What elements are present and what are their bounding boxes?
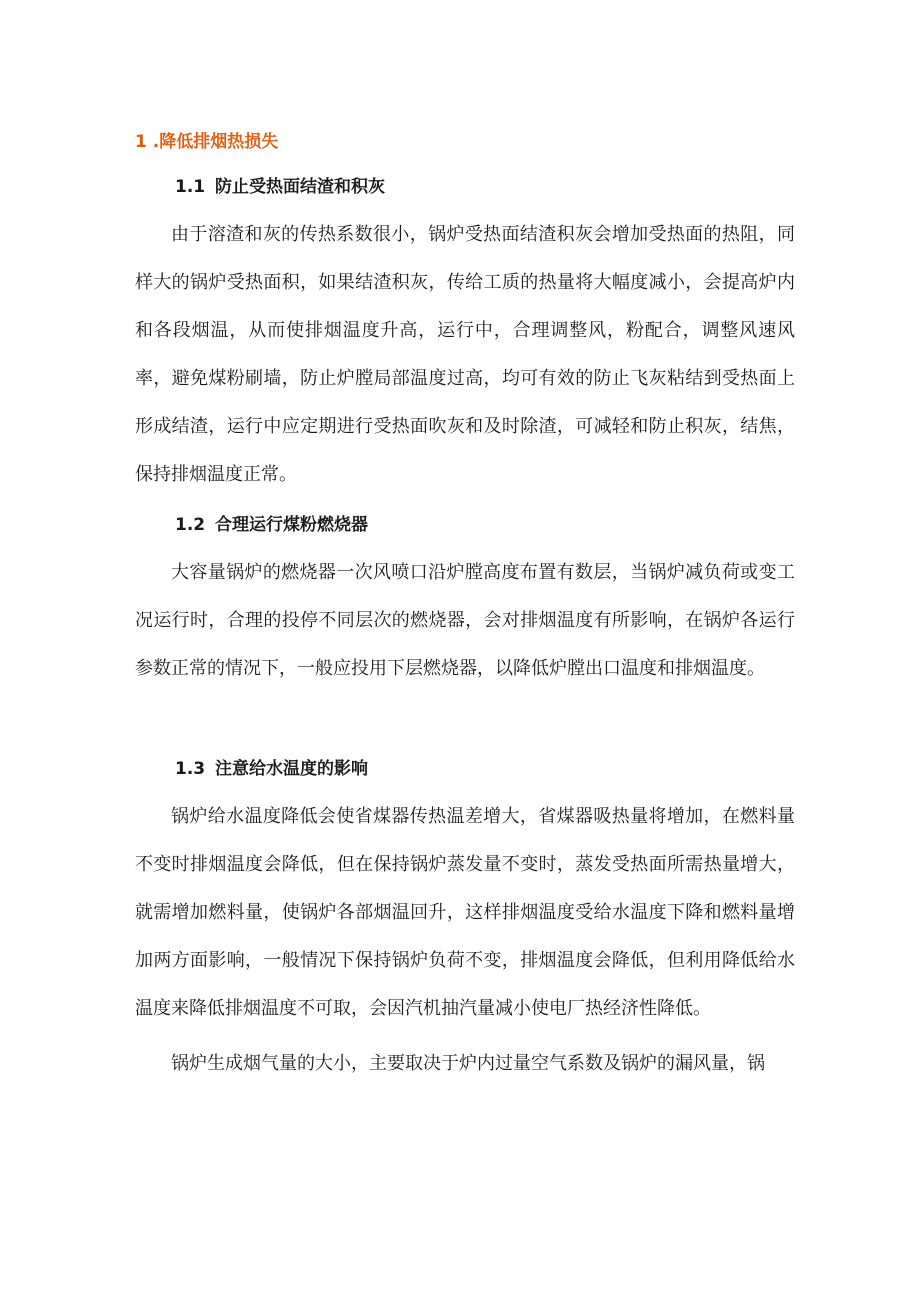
subsection-heading-1-3 [175,757,368,781]
section-heading: 1 .降低排烟热损失 [135,132,279,152]
subsection-title: 注意给水温度的影响 [215,759,368,779]
subsection-title: 合理运行煤粉燃烧器 [215,515,368,535]
subsection-number: 1.1 [175,177,206,197]
subsection-heading-1-2 [175,513,368,537]
paragraph-trailing: 锅炉生成烟气量的大小，主要取决于炉内过量空气系数及锅炉的漏风量，锅 [171,1053,765,1074]
subsection-number: 1.2 [175,515,206,535]
subsection-heading-1-1 [175,175,385,199]
subsection-title: 防止受热面结渣和积灰 [215,177,385,197]
paragraph-1-2: 大容量锅炉的燃烧器一次风喷口沿炉膛高度布置有数层，当锅炉减负荷或变工况运行时，合理的投停不同层次的燃烧器，会对排烟温度有所影响，在锅炉各运行参数正常的情况下，一般应投用下层燃烧器，以降低炉膛出口温度和排烟温度。 [135,562,795,679]
paragraph-1-1: 由于溶渣和灰的传热系数很小，锅炉受热面结渣积灰会增加受热面的热阻，同样大的锅炉受热面积，如果结渣积灰，传给工质的热量将大幅度减小，会提高炉内和各段烟温，从而使排烟温度升高，运行中，合理调整风，粉配合，调整风速风率，避免煤粉刷墙，防止炉膛局部温度过高，均可有效的防止飞灰粘结到受热面上形成结渣，运行中应定期进行受热面吹灰和及时除渣，可减轻和防止积灰，结焦，保持排烟温度正常。 [135,224,795,485]
subsection-number: 1.3 [175,759,206,779]
paragraph-1-3: 锅炉给水温度降低会使省煤器传热温差增大，省煤器吸热量将增加，在燃料量不变时排烟温度会降低，但在保持锅炉蒸发量不变时，蒸发受热面所需热量增大，就需增加燃料量，使锅炉各部烟温回升，这样排烟温度受给水温度下降和燃料量增加两方面影响，一般情况下保持锅炉负荷不变，排烟温度会降低，但利用降低给水温度来降低排烟温度不可取，会因汽机抽汽量减小使电厂热经济性降低。 [135,806,795,1019]
